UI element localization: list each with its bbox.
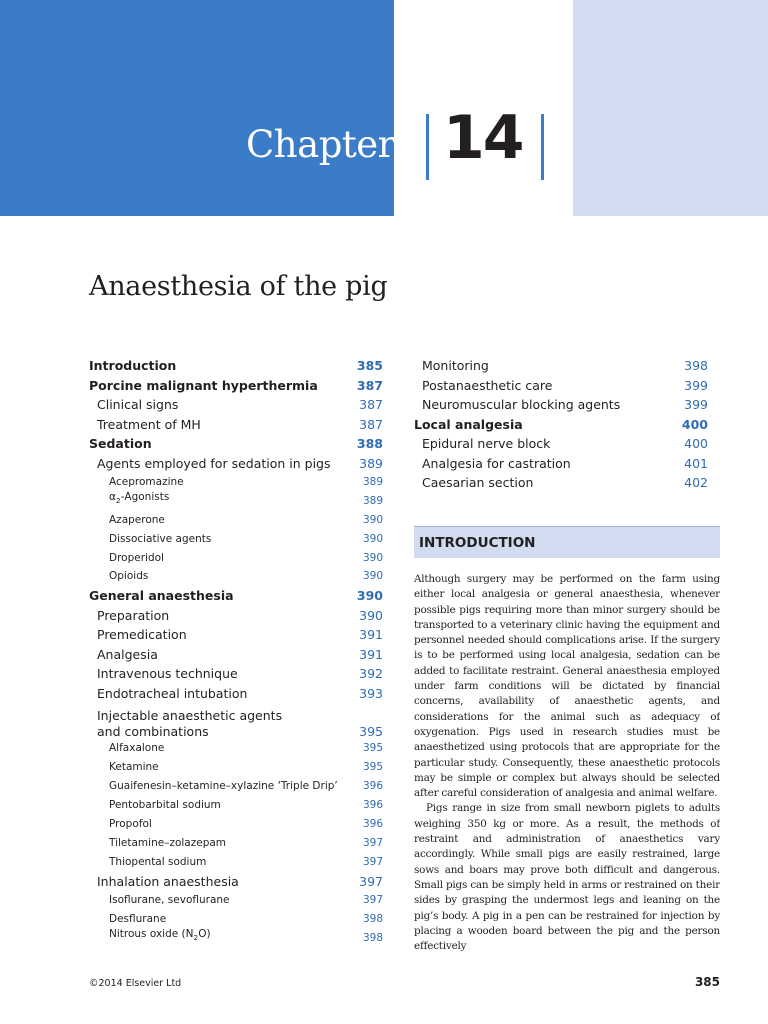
toc-entry-label: Intravenous technique: [97, 666, 238, 682]
toc-entry-page: 400: [681, 416, 708, 432]
toc-entry-label: Alfaxalone: [109, 742, 165, 755]
toc-entry[interactable]: [89, 376, 383, 396]
toc-entry-page: 385: [356, 358, 383, 373]
toc-entry[interactable]: [89, 567, 383, 586]
toc-entry-page: 396: [362, 799, 383, 811]
toc-entry[interactable]: [89, 834, 383, 853]
toc-entry[interactable]: [89, 625, 383, 645]
toc-entry-page: 399: [684, 377, 708, 393]
toc-entry-label: Droperidol: [109, 551, 164, 564]
toc-entry-label: Neuromuscular blocking agents: [422, 397, 621, 412]
toc-entry-page: 390: [362, 551, 383, 564]
toc-entry[interactable]: [89, 395, 383, 415]
toc-entry[interactable]: [89, 664, 383, 684]
toc-entry-page: 397: [362, 836, 383, 849]
toc-entry-page: 390: [359, 607, 383, 623]
toc-entry-label: Dissociative agents: [109, 532, 212, 545]
toc-entry-page: 388: [356, 436, 383, 451]
toc-entry[interactable]: [89, 891, 383, 910]
toc-entry[interactable]: [89, 645, 383, 665]
toc-entry[interactable]: [414, 415, 708, 435]
toc-entry-label: General anaesthesia: [89, 588, 234, 604]
toc-entry-label: Propofol: [109, 817, 152, 830]
toc-entry[interactable]: [89, 684, 383, 704]
toc-entry-page: 393: [359, 685, 383, 701]
toc-entry-page: 400: [684, 436, 708, 451]
toc-entry-page: 389: [359, 455, 383, 471]
toc-entry-page: 397: [359, 873, 383, 889]
toc-entry[interactable]: [414, 395, 708, 415]
toc-entry-label: Clinical signs: [97, 397, 179, 412]
toc-entry-label: Acepromazine: [109, 475, 184, 488]
chapter-banner-blue: [0, 0, 394, 216]
toc-entry[interactable]: [89, 434, 383, 454]
toc-entry-label: Guaifenesin–ketamine–xylazine ‘Triple Drip’: [109, 780, 338, 793]
toc-entry-page: 390: [362, 513, 383, 526]
toc-entry-page: 399: [684, 397, 708, 412]
toc-right-column: [414, 356, 708, 493]
toc-entry[interactable]: [414, 356, 708, 376]
toc-entry[interactable]: [89, 872, 383, 892]
toc-entry-label: Agents employed for sedation in pigs: [97, 455, 331, 471]
toc-entry-page: 390: [362, 532, 383, 545]
toc-entry[interactable]: [89, 530, 383, 549]
toc-entry-label: Premedication: [97, 627, 187, 643]
toc-entry-label: Tiletamine–zolazepam: [109, 836, 227, 849]
toc-entry-label-line2: and combinations: [97, 723, 209, 739]
toc-entry-label: Epidural nerve block: [422, 436, 551, 451]
toc-entry-label: Preparation: [97, 607, 170, 623]
toc-entry-label: Treatment of MH: [97, 416, 201, 432]
toc-entry-page: 391: [359, 627, 383, 643]
toc-entry-label: Postanaesthetic care: [422, 377, 553, 393]
toc-entry-page: 387: [359, 397, 383, 412]
toc-entry[interactable]: [89, 606, 383, 626]
toc-entry[interactable]: [89, 549, 383, 568]
toc-entry-label: Pentobarbital sodium: [109, 799, 221, 811]
toc-entry-label: Thiopental sodium: [109, 855, 207, 868]
toc-entry-label: Endotracheal intubation: [97, 685, 248, 701]
toc-entry[interactable]: [89, 586, 383, 606]
toc-entry-page: 398: [362, 912, 383, 925]
toc-entry-label: Nitrous oxide $(N_2O)$: [109, 927, 211, 942]
chapter-label: Chapter: [246, 123, 395, 166]
toc-entry[interactable]: [414, 434, 708, 454]
toc-entry-page: 389: [362, 475, 383, 488]
toc-entry-label: $\alpha_2$-Agonists: [109, 490, 170, 505]
section-heading-box: [414, 526, 720, 558]
toc-entry-page: 396: [362, 817, 383, 830]
toc-entry-page: 390: [356, 588, 383, 604]
toc-entry-page: 387: [356, 377, 383, 393]
toc-left-column: [89, 356, 383, 948]
toc-entry-page: 395: [359, 723, 383, 739]
toc-entry[interactable]: [414, 473, 708, 493]
body-text: [414, 572, 720, 952]
chapter-number-right-bar: [541, 114, 544, 180]
footer-page-number: 385: [694, 975, 720, 989]
toc-entry[interactable]: [89, 739, 383, 758]
toc-entry-page: 391: [359, 646, 383, 662]
toc-entry-page: 389: [362, 494, 383, 507]
toc-entry[interactable]: [89, 492, 383, 511]
toc-entry[interactable]: [89, 796, 383, 815]
toc-entry-label: Caesarian section: [422, 475, 534, 490]
toc-entry[interactable]: [414, 454, 708, 474]
toc-entry-page: 395: [362, 761, 383, 774]
chapter-number-left-bar: [426, 114, 429, 180]
toc-entry-page: 398: [362, 931, 383, 944]
toc-entry-page: 402: [684, 475, 708, 490]
toc-entry-page: 392: [359, 666, 383, 682]
toc-entry[interactable]: [414, 376, 708, 396]
toc-entry-label: Ketamine: [109, 761, 159, 774]
toc-entry-page: 401: [684, 455, 708, 471]
toc-entry-label: Monitoring: [422, 358, 489, 373]
toc-entry[interactable]: [89, 853, 383, 872]
footer-copyright: ©2014 Elsevier Ltd: [89, 978, 182, 989]
chapter-title: Anaesthesia of the pig: [89, 271, 388, 302]
toc-entry-label: Analgesia for castration: [422, 455, 571, 471]
toc-entry-page: 396: [362, 780, 383, 793]
toc-entry-label: Inhalation anaesthesia: [97, 873, 239, 889]
toc-entry[interactable]: [89, 703, 383, 739]
toc-entry[interactable]: [89, 758, 383, 777]
toc-entry-label: Azaperone: [109, 513, 165, 526]
toc-entry-label: [89, 708, 359, 739]
toc-entry-label: Opioids: [109, 570, 149, 583]
section-heading: INTRODUCTION: [419, 535, 536, 551]
paragraph: Pigs range in size from small newborn piglets to adults weighing 350 kg or more. As a result, the methods of restraint and administration of anaesthetics vary accordingly. While small pigs are easily restrained, large sows and boars may prove both difficult and dangerous. Small pigs can be simply held in arms or restrained on their sides by grasping the undermost legs and leaning on the pig’s body. A pig in a pen can be restrained for injection by placing a wooden board between the pig and the person effectively: [414, 802, 720, 952]
toc-entry-page: 397: [362, 855, 383, 868]
toc-entry[interactable]: [89, 929, 383, 948]
paragraph: Although surgery may be performed on the farm using either local analgesia or general anaesthesia, whenever possible pigs requiring more than minor surgery should be transported to a veterinary clinic having the equipment and personnel needed should complications arise. If the surgery is to be performed using local analgesia, sedation can be added to facilitate restraint. General anaesthesia employed under farm conditions will be dictated by financial concerns, availability of anaesthetic agents, and considerations for the animal such as adequacy of oxygenation. Pigs used in research studies must be anaesthetized using protocols that are appropriate for the particular study. Consequently, these anaesthetic protocols may be simple or complex but always should be selected after careful consideration of analgesia and animal welfare.: [414, 573, 720, 800]
toc-entry[interactable]: [89, 415, 383, 435]
toc-entry-page: 398: [684, 358, 708, 373]
toc-entry-label: Introduction: [89, 358, 177, 373]
toc-entry-label: Sedation: [89, 436, 152, 451]
toc-entry-page: 387: [359, 416, 383, 432]
toc-entry-label: Porcine malignant hyperthermia: [89, 377, 318, 393]
chapter-number: 14: [443, 103, 523, 173]
toc-entry-label: Isoflurane, sevoflurane: [109, 894, 230, 907]
toc-entry-label: Analgesia: [97, 646, 158, 662]
toc-entry[interactable]: [89, 815, 383, 834]
toc-entry-page: 397: [362, 894, 383, 907]
toc-entry-label: Desflurane: [109, 912, 167, 925]
toc-entry-label-line1: Injectable anaesthetic agents: [97, 708, 283, 724]
toc-entry[interactable]: [89, 777, 383, 796]
toc-entry-label: Local analgesia: [414, 416, 523, 432]
chapter-banner-light: [573, 0, 768, 216]
toc-entry[interactable]: [89, 356, 383, 376]
toc-entry-page: 395: [362, 742, 383, 755]
toc-entry[interactable]: [89, 454, 383, 474]
toc-entry[interactable]: [89, 511, 383, 530]
toc-entry-page: 390: [362, 570, 383, 583]
